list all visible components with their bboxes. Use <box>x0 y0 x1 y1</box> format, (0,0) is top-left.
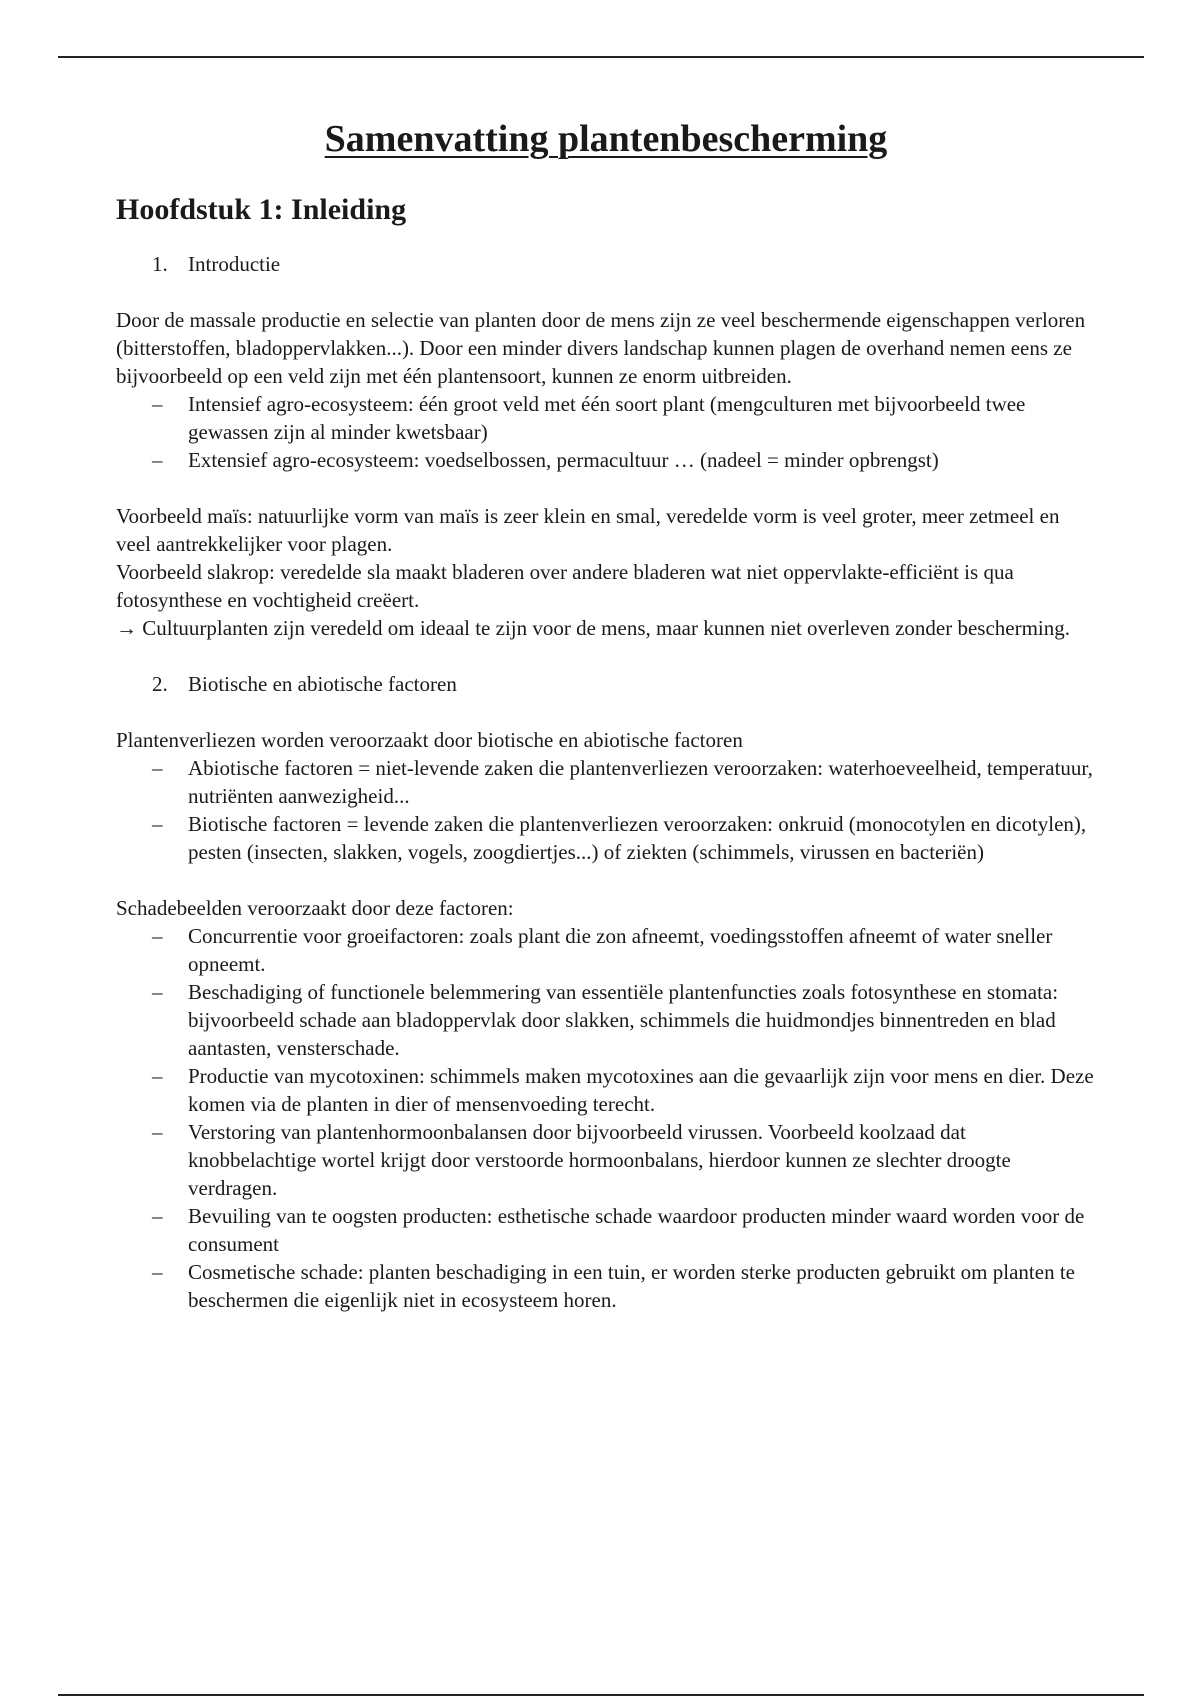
dash-marker: – <box>152 1120 163 1144</box>
list-item-text: Cosmetische schade: planten beschadiging in een tuin, er worden sterke producten gebruikt om planten te beschermen die eigenlijk niet in ecosysteem horen. <box>188 1260 1075 1312</box>
list-item <box>116 978 1096 1062</box>
list-item <box>116 446 1096 474</box>
list-item-text: Intensief agro-ecosysteem: één groot veld met één soort plant (mengculturen met bijvoorbeeld twee gewassen zijn al minder kwetsbaar) <box>188 392 1026 444</box>
dash-marker: – <box>152 1260 163 1284</box>
chapter-heading: Hoofdstuk 1: Inleiding <box>116 193 407 226</box>
section-title: Introductie <box>188 252 281 276</box>
dash-marker: – <box>152 1064 163 1088</box>
list-item-text: Extensief agro-ecosysteem: voedselbossen, permacultuur … (nadeel = minder opbrengst) <box>188 448 939 472</box>
list-item <box>116 1118 1096 1202</box>
section-heading-factoren <box>116 670 1096 698</box>
paragraph: Plantenverliezen worden veroorzaakt door biotische en abiotische factoren <box>116 728 743 752</box>
dash-marker: – <box>152 756 163 780</box>
list-item <box>116 754 1096 810</box>
paragraph: Door de massale productie en selectie van planten door de mens zijn ze veel beschermende eigenschappen verloren (bitterstoffen, bladoppervlakken...). Door een minder divers landschap kunnen plagen de overhand nemen eens ze bijvoorbeeld op een veld zijn met één plantensoort, kunnen ze enorm uitbreiden. <box>116 308 1086 388</box>
dash-marker: – <box>152 1204 163 1228</box>
document-title: Samenvatting plantenbescherming <box>324 118 888 160</box>
top-rule <box>58 56 1144 58</box>
list-item-text: Concurrentie voor groeifactoren: zoals plant die zon afneemt, voedingsstoffen afneemt of water sneller opneemt. <box>188 924 1053 976</box>
bullet-list <box>116 922 1096 1314</box>
section-number: 1. <box>152 252 168 276</box>
bullet-list <box>116 754 1096 866</box>
list-item <box>116 1202 1096 1258</box>
bullet-list <box>116 390 1096 474</box>
paragraph: Voorbeeld maïs: natuurlijke vorm van maïs is zeer klein en smal, veredelde vorm is veel groter, meer zetmeel en veel aantrekkelijker voor plagen. <box>116 504 1060 556</box>
list-item-text: Productie van mycotoxinen: schimmels maken mycotoxines aan die gevaarlijk zijn voor mens en dier. Deze komen via de planten in dier of mensenvoeding terecht. <box>188 1064 1094 1116</box>
list-item-text: Biotische factoren = levende zaken die plantenverliezen veroorzaken: onkruid (monocotylen en dicotylen), pesten (insecten, slakken, vogels, zoogdiertjes...) of ziekten (schimmels, virussen en bacteriën) <box>188 812 1087 864</box>
section-heading-introductie <box>116 250 1096 278</box>
document-body <box>116 110 1096 1314</box>
paragraph: Voorbeeld slakrop: veredelde sla maakt bladeren over andere bladeren wat niet oppervlakte-efficiënt is qua fotosynthese en vochtigheid creëert. <box>116 560 1014 612</box>
list-item <box>116 922 1096 978</box>
dash-marker: – <box>152 980 163 1004</box>
dash-marker: – <box>152 392 163 416</box>
dash-marker: – <box>152 812 163 836</box>
list-item-text: Abiotische factoren = niet-levende zaken die plantenverliezen veroorzaken: waterhoeveelheid, temperatuur, nutriënten aanwezigheid... <box>188 756 1093 808</box>
section-title: Biotische en abiotische factoren <box>188 672 457 696</box>
list-item <box>116 810 1096 866</box>
dash-marker: – <box>152 924 163 948</box>
dash-marker: – <box>152 448 163 472</box>
list-item <box>116 390 1096 446</box>
list-item <box>116 1258 1096 1314</box>
list-item-text: Beschadiging of functionele belemmering van essentiële plantenfuncties zoals fotosynthese en stomata: bijvoorbeeld schade aan bladoppervlak door slakken, schimmels die huidmondjes binnentreden en blad aantasten, vensterschade. <box>188 980 1059 1060</box>
list-item <box>116 1062 1096 1118</box>
paragraph: Schadebeelden veroorzaakt door deze factoren: <box>116 896 514 920</box>
paragraph: → Cultuurplanten zijn veredeld om ideaal te zijn voor de mens, maar kunnen niet overleven zonder bescherming. <box>116 616 1071 640</box>
list-item-text: Bevuiling van te oogsten producten: esthetische schade waardoor producten minder waard worden voor de consument <box>188 1204 1085 1256</box>
bottom-rule <box>58 1694 1144 1696</box>
list-item-text: Verstoring van plantenhormoonbalansen door bijvoorbeeld virussen. Voorbeeld koolzaad dat knobbelachtige wortel krijgt door verstoorde hormoonbalans, hierdoor kunnen ze slechter droogte verdragen. <box>188 1120 1011 1200</box>
section-number: 2. <box>152 672 168 696</box>
